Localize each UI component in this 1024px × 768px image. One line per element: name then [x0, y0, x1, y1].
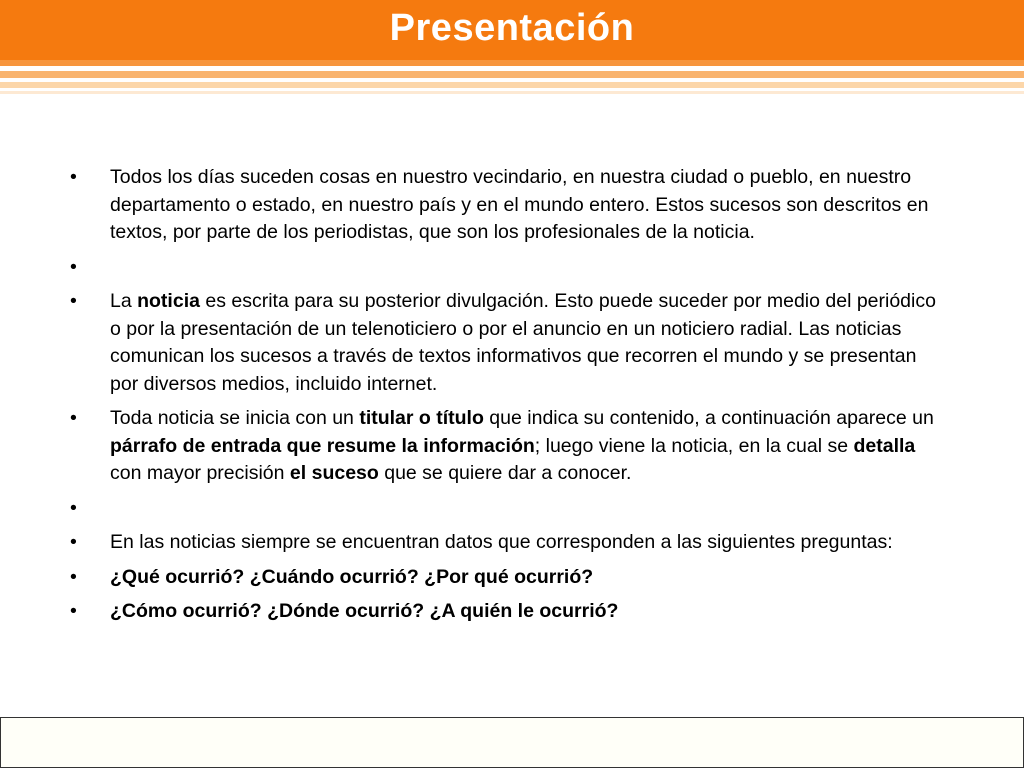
bullet-icon: • — [70, 166, 77, 188]
bullet-item-noticia — [68, 288, 938, 398]
bullet-icon: • — [70, 255, 77, 278]
title-bar — [0, 0, 1024, 60]
bullet-text: La noticia es escrita para su posterior divulgación. Esto puede suceder por medio del periódico o por la presentación de un telenoticiero o por el anuncio en un noticiero radial. Las noticias comunican los sucesos a través de textos informativos que recorren el mundo y se presentan por diversos medios, incluido internet. — [110, 290, 936, 395]
bullet-item-empty — [68, 254, 938, 282]
bullet-list — [68, 164, 938, 626]
bullet-item-preguntas-2 — [68, 598, 938, 626]
bullet-item-estructura — [68, 405, 938, 488]
bullet-text: Todos los días suceden cosas en nuestro vecindario, en nuestra ciudad o pueblo, en nuestro departamento o estado, en nuestro país y en el mundo entero. Estos sucesos son descritos en textos, por parte de los periodistas, que son los profesionales de la noticia. — [110, 166, 929, 243]
bullet-item-empty — [68, 495, 938, 523]
bullet-icon: • — [70, 496, 77, 519]
bullet-text: Toda noticia se inicia con un titular o título que indica su contenido, a continuación aparece un párrafo de entrada que resume la información; luego viene la noticia, en la cual se detalla con mayor precisión el suceso que se quiere dar a conocer. — [110, 407, 934, 484]
bullet-icon: • — [70, 600, 77, 622]
bullet-icon: • — [70, 407, 77, 429]
bullet-icon: • — [70, 565, 77, 588]
header-stripe — [0, 71, 1024, 78]
bullet-icon: • — [70, 290, 77, 312]
footer-box — [0, 717, 1024, 768]
bullet-item-datos — [68, 529, 938, 557]
bullet-icon: • — [70, 531, 77, 553]
slide-body — [68, 164, 938, 633]
bullet-item-preguntas-1 — [68, 564, 938, 592]
bullet-text: ¿Qué ocurrió? ¿Cuándo ocurrió? ¿Por qué ocurrió? — [110, 565, 594, 588]
slide-title: Presentación — [389, 6, 635, 49]
bullet-item-intro — [68, 164, 938, 247]
bullet-text: En las noticias siempre se encuentran datos que corresponden a las siguientes preguntas: — [110, 531, 893, 553]
bullet-text: ¿Cómo ocurrió? ¿Dónde ocurrió? ¿A quién le ocurrió? — [110, 600, 619, 622]
header-stripe — [0, 91, 1024, 94]
